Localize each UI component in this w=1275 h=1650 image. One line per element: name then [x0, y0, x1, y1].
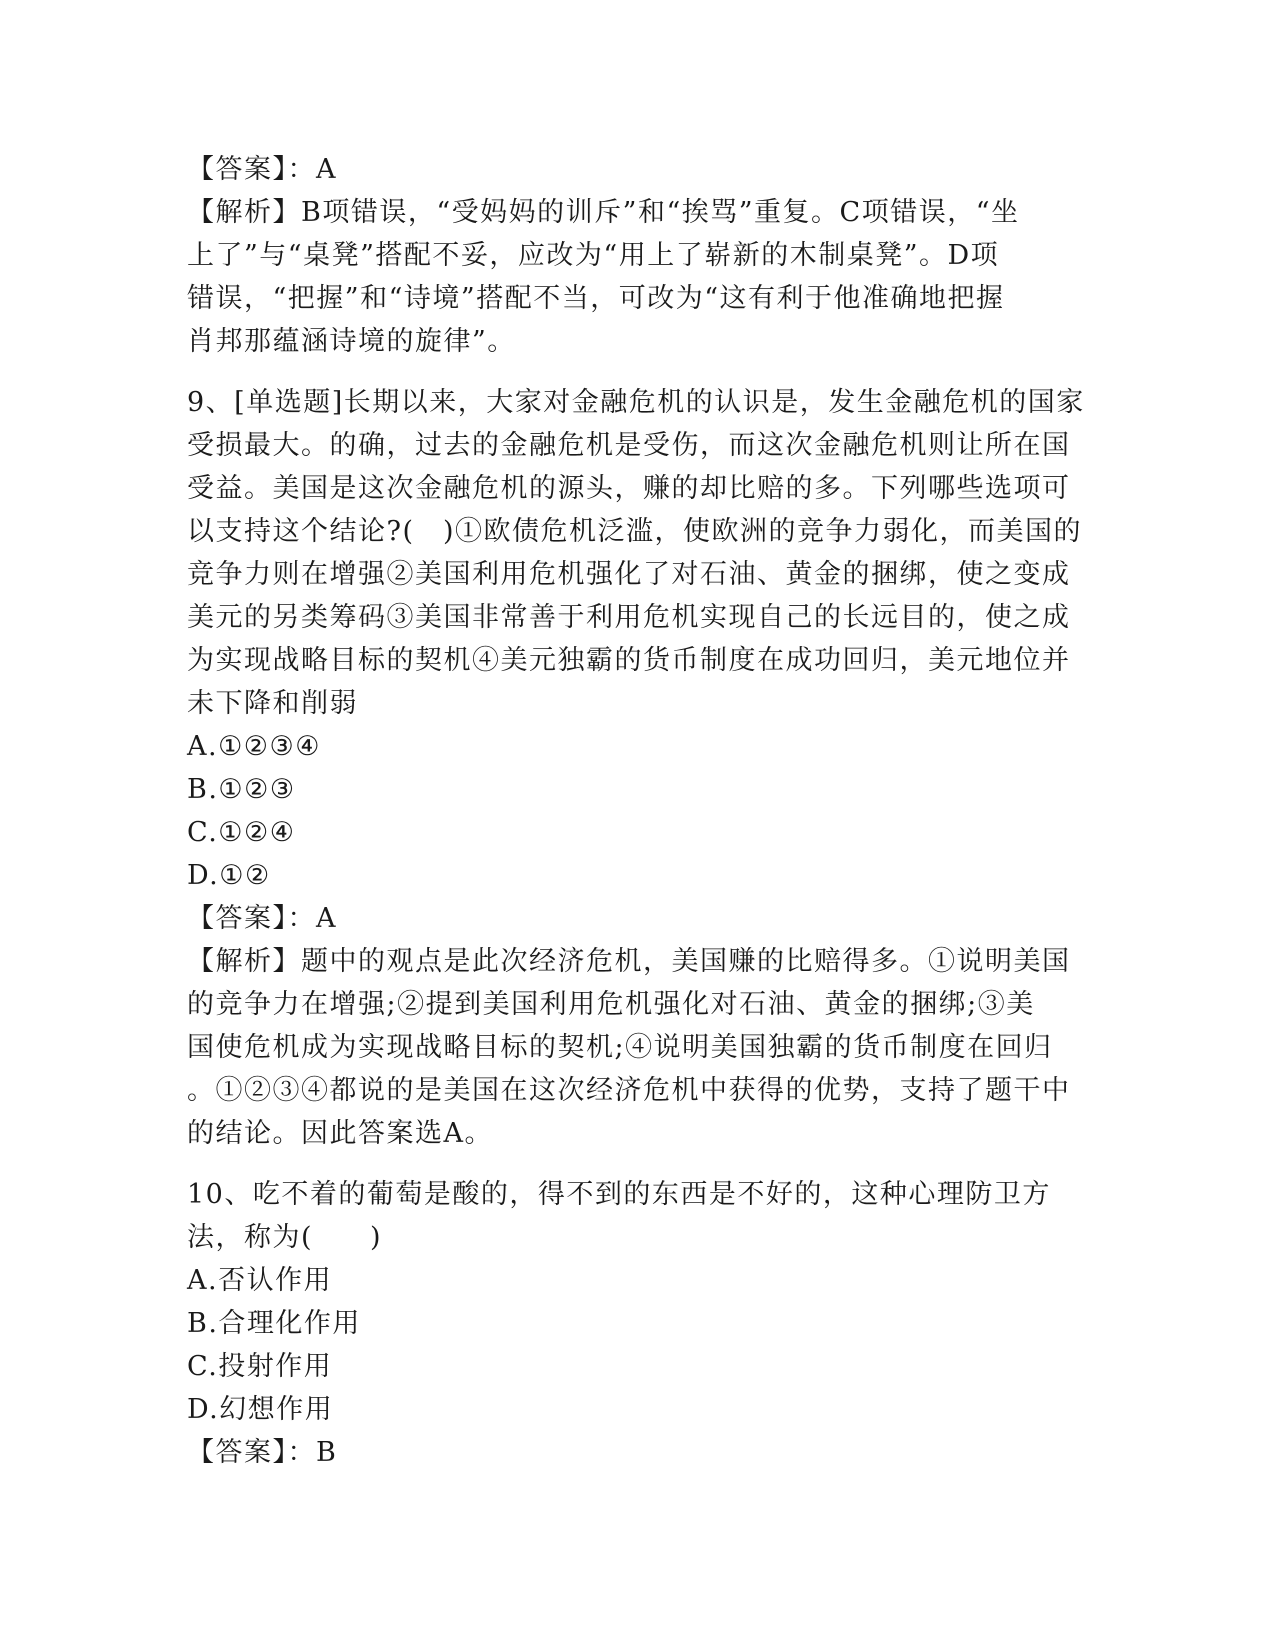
q10-stem-line: 10、吃不着的葡萄是酸的，得不到的东西是不好的，这种心理防卫方 — [187, 1179, 1051, 1210]
spacer — [187, 1155, 1077, 1173]
q9-stem-line: 美元的另类筹码③美国非常善于利用危机实现自己的长远目的，使之成 — [187, 602, 1071, 633]
q9-option-d: D.①② — [187, 860, 271, 891]
q9-stem-line: 为实现战略目标的契机④美元独霸的货币制度在成功回归，美元地位并 — [187, 645, 1071, 676]
q10-option-b: B.合理化作用 — [187, 1308, 361, 1339]
q9-answer: 【答案】：A — [187, 903, 337, 934]
q8-analysis-line: 肖邦那蕴涵诗境的旋律”。 — [187, 326, 516, 357]
q9-analysis-line: 的结论。因此答案选A。 — [187, 1118, 493, 1149]
q9-stem-line: 竞争力则在增强②美国利用危机强化了对石油、黄金的捆绑，使之变成 — [187, 559, 1071, 590]
q9-analysis-line: 。①②③④都说的是美国在这次经济危机中获得的优势，支持了题干中 — [187, 1075, 1071, 1106]
q10-option-a: A.否认作用 — [187, 1265, 333, 1296]
q10-options — [187, 1259, 1077, 1431]
q9-analysis-line: 【解析】题中的观点是此次经济危机，美国赚的比赔得多。①说明美国 — [187, 946, 1071, 977]
q8-analysis-line: 【解析】B项错误，“受妈妈的训斥”和“挨骂”重复。C项错误，“坐 — [187, 197, 1020, 228]
q9-analysis-line: 的竞争力在增强;②提到美国利用危机强化对石油、黄金的捆绑;③美 — [187, 989, 1035, 1020]
q9-option-c: C.①②④ — [187, 817, 296, 848]
q10-stem — [187, 1173, 1077, 1259]
q8-analysis-line: 错误，“把握”和“诗境”搭配不当，可改为“这有利于他准确地把握 — [187, 283, 1005, 314]
q9-stem-line: 以支持这个结论?( )①欧债危机泛滥，使欧洲的竞争力弱化，而美国的 — [187, 516, 1083, 547]
q8-analysis-line: 上了”与“桌凳”搭配不妥，应改为“用上了崭新的木制桌凳”。D项 — [187, 240, 1000, 271]
q10-answer: 【答案】：B — [187, 1437, 338, 1468]
q9-stem-line: 9、[单选题]长期以来，大家对金融危机的认识是，发生金融危机的国家 — [187, 387, 1085, 418]
q9-stem — [187, 381, 1085, 725]
q9-stem-line: 未下降和削弱 — [187, 688, 358, 719]
q9-option-a: A.①②③④ — [187, 731, 321, 762]
q8-analysis — [187, 191, 1077, 363]
q10-option-c: C.投射作用 — [187, 1351, 333, 1382]
q9-analysis — [187, 940, 1077, 1155]
q9-analysis-line: 国使危机成为实现战略目标的契机;④说明美国独霸的货币制度在回归 — [187, 1032, 1053, 1063]
q9-option-b: B.①②③ — [187, 774, 296, 805]
q8-answer: 【答案】：A — [187, 154, 337, 185]
q9-stem-line: 受益。美国是这次金融危机的源头，赚的却比赔的多。下列哪些选项可 — [187, 473, 1071, 504]
document-content — [187, 148, 1085, 1474]
q10-stem-line: 法，称为( ) — [187, 1222, 383, 1253]
q9-options — [187, 725, 1077, 897]
q10-option-d: D.幻想作用 — [187, 1394, 334, 1425]
q9-stem-line: 受损最大。的确，过去的金融危机是受伤，而这次金融危机则让所在国 — [187, 430, 1071, 461]
spacer — [187, 363, 1077, 381]
